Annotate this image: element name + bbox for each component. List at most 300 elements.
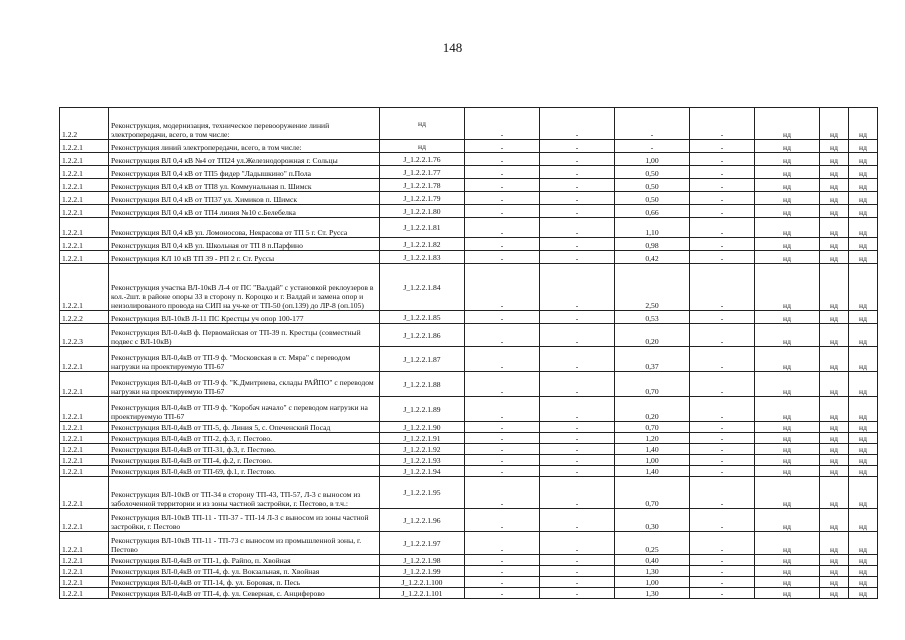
row-name: Реконструкция участка ВЛ-10кВ Л-4 от ПС "Валдай" с установкой реклоузеров в кол.-2шт. в районе опоры 33 в сторону п. Короцко и г. Валдай и замена опор и неизолированого провода на СИП на уч-ке от ТП-50 (оп.139) до ЛР-8 (оп.105) bbox=[109, 264, 380, 311]
table-row bbox=[60, 324, 878, 347]
cell-value: нд bbox=[755, 238, 820, 251]
cell-value: нд bbox=[849, 251, 878, 264]
cell-value: - bbox=[465, 555, 540, 566]
table-row bbox=[60, 205, 878, 218]
cell-value: - bbox=[540, 205, 615, 218]
row-name: Реконструкция ВЛ-0,4кВ от ТП-9 ф. "Коробач начало" с переводом нагрузки на проектируемую ТП-67 bbox=[109, 397, 380, 422]
cell-value: - bbox=[465, 251, 540, 264]
row-identifier: J_1.2.2.1.86 bbox=[380, 324, 465, 347]
cell-value: - bbox=[465, 455, 540, 466]
cell-value: - bbox=[540, 422, 615, 433]
row-name: Реконструкция ВЛ-10кВ от ТП-34 в сторону ТП-43, ТП-57, Л-3 с выносом из заболоченной территории и из зоны частной застройки, г. Пестово, в т.ч.: bbox=[109, 477, 380, 509]
cell-value: - bbox=[465, 153, 540, 166]
cell-value: нд bbox=[820, 466, 849, 477]
row-name: Реконструкция ВЛ 0,4 кВ от ТП4 линия №10 с.Белебелка bbox=[109, 205, 380, 218]
row-identifier: J_1.2.2.1.92 bbox=[380, 444, 465, 455]
row-code: 1.2.2.1 bbox=[60, 166, 109, 179]
row-code: 1.2.2.1 bbox=[60, 140, 109, 153]
row-name: Реконструкция линий электропередачи, всего, в том числе: bbox=[109, 140, 380, 153]
cell-value: - bbox=[540, 455, 615, 466]
cell-value: - bbox=[690, 588, 755, 599]
row-identifier: J_1.2.2.1.79 bbox=[380, 192, 465, 205]
cell-value: - bbox=[690, 311, 755, 324]
cell-value: - bbox=[690, 264, 755, 311]
cell-value: - bbox=[690, 192, 755, 205]
row-identifier: J_1.2.2.1.81 bbox=[380, 218, 465, 238]
cell-value: - bbox=[465, 422, 540, 433]
cell-value: - bbox=[465, 218, 540, 238]
investment-table bbox=[59, 107, 878, 599]
row-code: 1.2.2.1 bbox=[60, 372, 109, 397]
table-row bbox=[60, 477, 878, 509]
table-row bbox=[60, 140, 878, 153]
cell-value: нд bbox=[820, 205, 849, 218]
row-name: Реконструкция ВЛ-0,4кВ от ТП-9 ф. "К.Дмитриева, склады РАЙПО" с переводом нагрузки на проектируемую ТП-67 bbox=[109, 372, 380, 397]
cell-value: нд bbox=[755, 179, 820, 192]
cell-value: - bbox=[465, 324, 540, 347]
cell-value: нд bbox=[755, 466, 820, 477]
cell-value: - bbox=[465, 577, 540, 588]
cell-value: нд bbox=[820, 444, 849, 455]
cell-value: нд bbox=[755, 566, 820, 577]
cell-value: нд bbox=[849, 192, 878, 205]
length-value: 0,50 bbox=[615, 166, 690, 179]
cell-value: - bbox=[690, 108, 755, 140]
table-row bbox=[60, 509, 878, 532]
row-name: Реконструкция ВЛ-0,4кВ от ТП-4, ф.2, г. Пестово. bbox=[109, 455, 380, 466]
cell-value: нд bbox=[755, 264, 820, 311]
cell-value: - bbox=[540, 433, 615, 444]
cell-value: - bbox=[465, 238, 540, 251]
table-row bbox=[60, 251, 878, 264]
cell-value: - bbox=[465, 179, 540, 192]
cell-value: нд bbox=[849, 555, 878, 566]
row-identifier: J_1.2.2.1.83 bbox=[380, 251, 465, 264]
cell-value: - bbox=[690, 455, 755, 466]
cell-value: - bbox=[690, 433, 755, 444]
cell-value: - bbox=[540, 238, 615, 251]
cell-value: - bbox=[540, 324, 615, 347]
row-name: Реконструкция, модернизация, техническое перевооружение линий электропередачи, всего, в том числе: bbox=[109, 108, 380, 140]
table-row bbox=[60, 166, 878, 179]
cell-value: нд bbox=[849, 466, 878, 477]
cell-value: нд bbox=[849, 455, 878, 466]
table-row bbox=[60, 153, 878, 166]
length-value: 0,37 bbox=[615, 347, 690, 372]
cell-value: нд bbox=[820, 108, 849, 140]
cell-value: нд bbox=[820, 555, 849, 566]
cell-value: нд bbox=[820, 324, 849, 347]
cell-value: нд bbox=[755, 108, 820, 140]
row-name: Реконструкция ВЛ-10кВ ТП-11 - ТП-37 - ТП-14 Л-3 с выносом из зоны частной застройки, г. Пестово bbox=[109, 509, 380, 532]
cell-value: нд bbox=[755, 251, 820, 264]
cell-value: нд bbox=[849, 218, 878, 238]
row-code: 1.2.2.3 bbox=[60, 324, 109, 347]
length-value: 1,00 bbox=[615, 455, 690, 466]
cell-value: нд bbox=[755, 555, 820, 566]
row-code: 1.2.2.1 bbox=[60, 397, 109, 422]
row-code: 1.2.2.1 bbox=[60, 422, 109, 433]
cell-value: нд bbox=[849, 372, 878, 397]
cell-value: нд bbox=[755, 422, 820, 433]
row-identifier: J_1.2.2.1.91 bbox=[380, 433, 465, 444]
row-identifier: J_1.2.2.1.87 bbox=[380, 347, 465, 372]
cell-value: нд bbox=[755, 153, 820, 166]
row-identifier: J_1.2.2.1.82 bbox=[380, 238, 465, 251]
table-row bbox=[60, 179, 878, 192]
cell-value: нд bbox=[849, 179, 878, 192]
cell-value: нд bbox=[755, 372, 820, 397]
row-code: 1.2.2.1 bbox=[60, 153, 109, 166]
length-value: 1,10 bbox=[615, 218, 690, 238]
cell-value: нд bbox=[849, 566, 878, 577]
row-identifier: J_1.2.2.1.93 bbox=[380, 455, 465, 466]
cell-value: нд bbox=[820, 218, 849, 238]
table-row bbox=[60, 192, 878, 205]
cell-value: нд bbox=[849, 108, 878, 140]
cell-value: - bbox=[690, 140, 755, 153]
row-code: 1.2.2.1 bbox=[60, 264, 109, 311]
cell-value: - bbox=[540, 397, 615, 422]
length-value: 0,20 bbox=[615, 324, 690, 347]
row-name: Реконструкция КЛ 10 кВ ТП 39 - РП 2 г. Ст. Руссы bbox=[109, 251, 380, 264]
cell-value: - bbox=[540, 477, 615, 509]
row-identifier: J_1.2.2.1.97 bbox=[380, 532, 465, 555]
cell-value: - bbox=[465, 372, 540, 397]
length-value: 0,50 bbox=[615, 179, 690, 192]
row-identifier: нд bbox=[380, 140, 465, 153]
cell-value: нд bbox=[849, 205, 878, 218]
cell-value: - bbox=[465, 566, 540, 577]
cell-value: нд bbox=[849, 140, 878, 153]
table-row bbox=[60, 108, 878, 140]
cell-value: нд bbox=[849, 588, 878, 599]
cell-value: нд bbox=[755, 577, 820, 588]
row-identifier: J_1.2.2.1.101 bbox=[380, 588, 465, 599]
row-identifier: J_1.2.2.1.80 bbox=[380, 205, 465, 218]
cell-value: - bbox=[465, 140, 540, 153]
length-value: 0,70 bbox=[615, 477, 690, 509]
cell-value: - bbox=[465, 466, 540, 477]
row-identifier: J_1.2.2.1.89 bbox=[380, 397, 465, 422]
row-code: 1.2.2.1 bbox=[60, 532, 109, 555]
cell-value: нд bbox=[849, 532, 878, 555]
cell-value: - bbox=[690, 555, 755, 566]
cell-value: - bbox=[690, 166, 755, 179]
cell-value: нд bbox=[820, 588, 849, 599]
length-value: 2,50 bbox=[615, 264, 690, 311]
length-value: 0,70 bbox=[615, 422, 690, 433]
cell-value: - bbox=[690, 397, 755, 422]
length-value: 0,70 bbox=[615, 372, 690, 397]
row-name: Реконструкция ВЛ-0,4кВ от ТП-69, ф.1, г. Пестово. bbox=[109, 466, 380, 477]
cell-value: нд bbox=[755, 192, 820, 205]
cell-value: нд bbox=[849, 264, 878, 311]
row-code: 1.2.2.1 bbox=[60, 179, 109, 192]
length-value: 0,53 bbox=[615, 311, 690, 324]
table-row bbox=[60, 577, 878, 588]
length-value: 0,20 bbox=[615, 397, 690, 422]
row-name: Реконструкция ВЛ 0,4 кВ ул. Ломоносова, Некрасова от ТП 5 г. Ст. Русса bbox=[109, 218, 380, 238]
cell-value: - bbox=[540, 311, 615, 324]
length-value: 1,00 bbox=[615, 153, 690, 166]
row-code: 1.2.2.1 bbox=[60, 347, 109, 372]
cell-value: нд bbox=[820, 179, 849, 192]
cell-value: нд bbox=[820, 140, 849, 153]
table-row bbox=[60, 372, 878, 397]
cell-value: нд bbox=[820, 477, 849, 509]
table-row bbox=[60, 588, 878, 599]
row-code: 1.2.2.2 bbox=[60, 311, 109, 324]
cell-value: - bbox=[690, 532, 755, 555]
table-row bbox=[60, 422, 878, 433]
row-identifier: J_1.2.2.1.96 bbox=[380, 509, 465, 532]
cell-value: - bbox=[690, 205, 755, 218]
row-identifier: J_1.2.2.1.77 bbox=[380, 166, 465, 179]
cell-value: - bbox=[690, 179, 755, 192]
row-identifier: J_1.2.2.1.88 bbox=[380, 372, 465, 397]
row-name: Реконструкция ВЛ 0,4 кВ от ТП37 ул. Химиков п. Шимск bbox=[109, 192, 380, 205]
cell-value: нд bbox=[820, 566, 849, 577]
row-name: Реконструкция ВЛ-0,4кВ от ТП-4, ф. ул. Северная, с. Анциферово bbox=[109, 588, 380, 599]
length-value: 1,40 bbox=[615, 444, 690, 455]
cell-value: нд bbox=[820, 455, 849, 466]
cell-value: - bbox=[690, 324, 755, 347]
row-code: 1.2.2.1 bbox=[60, 455, 109, 466]
cell-value: - bbox=[690, 577, 755, 588]
cell-value: нд bbox=[820, 166, 849, 179]
cell-value: - bbox=[465, 444, 540, 455]
row-code: 1.2.2.1 bbox=[60, 588, 109, 599]
cell-value: нд bbox=[820, 192, 849, 205]
row-identifier: J_1.2.2.1.76 bbox=[380, 153, 465, 166]
cell-value: нд bbox=[849, 444, 878, 455]
cell-value: - bbox=[690, 372, 755, 397]
table-row bbox=[60, 566, 878, 577]
cell-value: нд bbox=[849, 433, 878, 444]
cell-value: нд bbox=[755, 140, 820, 153]
page-number: 148 bbox=[442, 40, 463, 55]
cell-value: нд bbox=[755, 444, 820, 455]
cell-value: нд bbox=[849, 422, 878, 433]
row-name: Реконструкция ВЛ-0,4кВ от ТП-4, ф. ул. Вокзальная, п. Хвойная bbox=[109, 566, 380, 577]
row-name: Реконструкция ВЛ-0,4кВ от ТП-5, ф. Линия 5, с. Опеченский Посад bbox=[109, 422, 380, 433]
row-identifier: J_1.2.2.1.85 bbox=[380, 311, 465, 324]
cell-value: - bbox=[465, 532, 540, 555]
cell-value: нд bbox=[755, 324, 820, 347]
cell-value: - bbox=[690, 153, 755, 166]
cell-value: - bbox=[690, 466, 755, 477]
row-name: Реконструкция ВЛ-0,4кВ от ТП-31, ф.3, г. Пестово. bbox=[109, 444, 380, 455]
row-name: Реконструкция ВЛ 0,4 кВ №4 от ТП24 ул.Железнодорожная г. Сольцы bbox=[109, 153, 380, 166]
cell-value: - bbox=[690, 509, 755, 532]
cell-value: нд bbox=[755, 455, 820, 466]
table-row bbox=[60, 264, 878, 311]
cell-value: - bbox=[540, 588, 615, 599]
cell-value: - bbox=[465, 397, 540, 422]
cell-value: - bbox=[465, 477, 540, 509]
table-row bbox=[60, 555, 878, 566]
cell-value: - bbox=[465, 588, 540, 599]
cell-value: - bbox=[540, 251, 615, 264]
row-code: 1.2.2.1 bbox=[60, 566, 109, 577]
cell-value: нд bbox=[849, 166, 878, 179]
cell-value: - bbox=[540, 347, 615, 372]
cell-value: нд bbox=[820, 311, 849, 324]
cell-value: - bbox=[540, 153, 615, 166]
length-value: 1,30 bbox=[615, 566, 690, 577]
cell-value: - bbox=[540, 372, 615, 397]
row-identifier: J_1.2.2.1.94 bbox=[380, 466, 465, 477]
cell-value: - bbox=[465, 433, 540, 444]
cell-value: - bbox=[690, 422, 755, 433]
cell-value: - bbox=[465, 264, 540, 311]
table-row bbox=[60, 455, 878, 466]
cell-value: - bbox=[540, 264, 615, 311]
row-name: Реконструкция ВЛ 0,4 кВ от ТП5 фидер "Ладышкино" п.Пола bbox=[109, 166, 380, 179]
table-row bbox=[60, 532, 878, 555]
row-code: 1.2.2.1 bbox=[60, 205, 109, 218]
row-code: 1.2.2.1 bbox=[60, 251, 109, 264]
cell-value: - bbox=[690, 251, 755, 264]
cell-value: - bbox=[540, 140, 615, 153]
row-code: 1.2.2.1 bbox=[60, 555, 109, 566]
row-identifier: J_1.2.2.1.90 bbox=[380, 422, 465, 433]
cell-value: - bbox=[465, 347, 540, 372]
cell-value: нд bbox=[849, 324, 878, 347]
cell-value: нд bbox=[820, 372, 849, 397]
cell-value: - bbox=[690, 238, 755, 251]
cell-value: нд bbox=[755, 166, 820, 179]
row-code: 1.2.2.1 bbox=[60, 218, 109, 238]
cell-value: - bbox=[690, 218, 755, 238]
cell-value: нд bbox=[755, 311, 820, 324]
table-row bbox=[60, 218, 878, 238]
cell-value: нд bbox=[820, 264, 849, 311]
length-value: 0,40 bbox=[615, 555, 690, 566]
row-name: Реконструкция ВЛ-10кВ Л-11 ПС Крестцы уч опор 100-177 bbox=[109, 311, 380, 324]
row-identifier: J_1.2.2.1.95 bbox=[380, 477, 465, 509]
cell-value: - bbox=[540, 179, 615, 192]
row-name: Реконструкция ВЛ 0,4 кВ ул. Школьная от ТП 8 п.Парфино bbox=[109, 238, 380, 251]
cell-value: нд bbox=[849, 509, 878, 532]
row-code: 1.2.2.1 bbox=[60, 477, 109, 509]
length-value: 0,98 bbox=[615, 238, 690, 251]
cell-value: нд bbox=[820, 397, 849, 422]
cell-value: - bbox=[465, 311, 540, 324]
row-identifier: J_1.2.2.1.98 bbox=[380, 555, 465, 566]
table-body bbox=[60, 108, 878, 599]
cell-value: нд bbox=[849, 238, 878, 251]
table-row bbox=[60, 397, 878, 422]
cell-value: нд bbox=[820, 251, 849, 264]
row-code: 1.2.2.1 bbox=[60, 509, 109, 532]
cell-value: - bbox=[690, 347, 755, 372]
cell-value: нд bbox=[820, 433, 849, 444]
row-identifier: нд bbox=[380, 108, 465, 140]
cell-value: нд bbox=[820, 577, 849, 588]
cell-value: нд bbox=[820, 509, 849, 532]
cell-value: - bbox=[540, 466, 615, 477]
length-value: 0,25 bbox=[615, 532, 690, 555]
row-name: Реконструкция ВЛ-0,4кВ от ТП-1, ф. Райпо, п. Хвойная bbox=[109, 555, 380, 566]
row-name: Реконструкция ВЛ 0,4 кВ от ТП8 ул. Коммунальная п. Шимск bbox=[109, 179, 380, 192]
length-value: 1,00 bbox=[615, 577, 690, 588]
cell-value: нд bbox=[755, 509, 820, 532]
cell-value: нд bbox=[849, 153, 878, 166]
table-row bbox=[60, 311, 878, 324]
row-code: 1.2.2.1 bbox=[60, 433, 109, 444]
length-value: - bbox=[615, 140, 690, 153]
cell-value: - bbox=[690, 444, 755, 455]
cell-value: - bbox=[540, 566, 615, 577]
table-row bbox=[60, 433, 878, 444]
row-name: Реконструкция ВЛ-0,4кВ от ТП-14, ф. ул. Боровая, п. Песь bbox=[109, 577, 380, 588]
length-value: 0,30 bbox=[615, 509, 690, 532]
cell-value: нд bbox=[820, 238, 849, 251]
length-value: 1,30 bbox=[615, 588, 690, 599]
cell-value: нд bbox=[820, 153, 849, 166]
cell-value: нд bbox=[755, 397, 820, 422]
cell-value: нд bbox=[755, 347, 820, 372]
length-value: 1,40 bbox=[615, 466, 690, 477]
row-code: 1.2.2.1 bbox=[60, 192, 109, 205]
length-value: 0,50 bbox=[615, 192, 690, 205]
cell-value: нд bbox=[755, 532, 820, 555]
cell-value: - bbox=[540, 108, 615, 140]
table-row bbox=[60, 238, 878, 251]
row-name: Реконструкция ВЛ-0.4кВ ф. Первомайская от ТП-39 п. Крестцы (совместный подвес с ВЛ-10кВ) bbox=[109, 324, 380, 347]
cell-value: - bbox=[690, 566, 755, 577]
cell-value: - bbox=[465, 108, 540, 140]
row-code: 1.2.2.1 bbox=[60, 577, 109, 588]
row-identifier: J_1.2.2.1.78 bbox=[380, 179, 465, 192]
cell-value: - bbox=[540, 577, 615, 588]
cell-value: - bbox=[540, 444, 615, 455]
table-row bbox=[60, 466, 878, 477]
cell-value: нд bbox=[820, 422, 849, 433]
row-name: Реконструкция ВЛ-10кВ ТП-11 - ТП-73 с выносом из промышленной зоны, г. Пестово bbox=[109, 532, 380, 555]
row-code: 1.2.2.1 bbox=[60, 238, 109, 251]
cell-value: - bbox=[465, 509, 540, 532]
cell-value: нд bbox=[755, 433, 820, 444]
cell-value: - bbox=[540, 532, 615, 555]
cell-value: - bbox=[540, 509, 615, 532]
cell-value: нд bbox=[849, 397, 878, 422]
table-row bbox=[60, 347, 878, 372]
cell-value: - bbox=[540, 192, 615, 205]
cell-value: нд bbox=[820, 532, 849, 555]
row-name: Реконструкция ВЛ-0,4кВ от ТП-2, ф.3, г. Пестово. bbox=[109, 433, 380, 444]
cell-value: нд bbox=[849, 347, 878, 372]
cell-value: нд bbox=[820, 347, 849, 372]
cell-value: - bbox=[690, 477, 755, 509]
cell-value: нд bbox=[849, 311, 878, 324]
row-identifier: J_1.2.2.1.100 bbox=[380, 577, 465, 588]
cell-value: - bbox=[540, 555, 615, 566]
cell-value: - bbox=[540, 166, 615, 179]
cell-value: нд bbox=[755, 477, 820, 509]
row-identifier: J_1.2.2.1.84 bbox=[380, 264, 465, 311]
cell-value: - bbox=[465, 192, 540, 205]
length-value: 0,66 bbox=[615, 205, 690, 218]
cell-value: нд bbox=[849, 477, 878, 509]
cell-value: нд bbox=[849, 577, 878, 588]
length-value: 0,42 bbox=[615, 251, 690, 264]
cell-value: нд bbox=[755, 205, 820, 218]
row-identifier: J_1.2.2.1.99 bbox=[380, 566, 465, 577]
table-row bbox=[60, 444, 878, 455]
